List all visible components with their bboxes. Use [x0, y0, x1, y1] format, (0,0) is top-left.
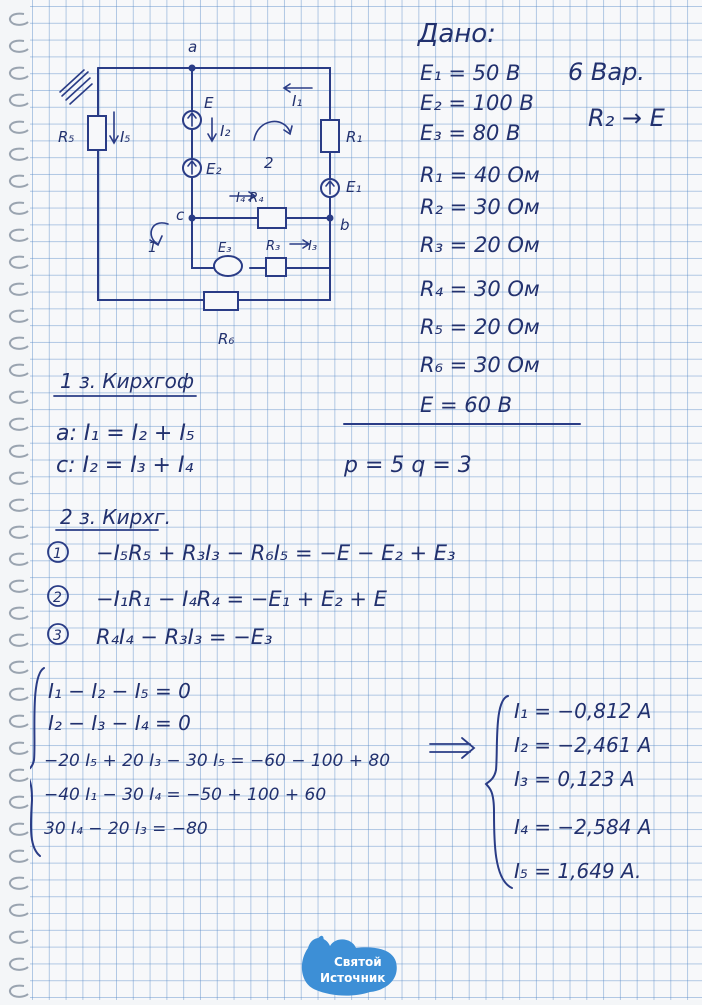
node-a-dot [189, 65, 196, 72]
given-r3: R₃ = 20 Ом [420, 233, 540, 257]
label-e1: E₁ [346, 178, 362, 196]
circuit-diagram [58, 38, 362, 348]
binding-ring [10, 905, 28, 916]
binding-ring [10, 41, 28, 52]
binding-ring [10, 446, 28, 457]
label-i5: I₅ [120, 128, 131, 146]
label-loop1: 1 [148, 240, 157, 256]
binding-ring [10, 797, 28, 808]
binding-ring [10, 635, 28, 646]
given-e: E = 60 В [420, 393, 513, 417]
label-i4r4: I₄ R₄ [236, 191, 264, 206]
given-r6: R₆ = 30 Ом [420, 353, 540, 377]
binding-ring [10, 716, 28, 727]
label-e3: E₃ [218, 241, 232, 256]
binding-ring [10, 203, 28, 214]
loop-num-3: 3 [53, 628, 62, 644]
notebook-page [30, 0, 702, 1000]
source-e3 [214, 256, 242, 276]
brand-logo [302, 936, 397, 996]
given-e2: E₂ = 100 В [420, 91, 534, 115]
binding-ring [10, 392, 28, 403]
binding-ring [10, 851, 28, 862]
second-law-section [48, 505, 455, 649]
given-r5: R₅ = 20 Ом [420, 315, 540, 339]
binding-ring [10, 824, 28, 835]
task-label: R₂ → E [588, 104, 665, 132]
label-r6: R₆ [218, 330, 235, 348]
kvl-eq-3: R₄I₄ − R₃I₃ = −E₃ [96, 625, 273, 649]
second-law-title: 2 з. Кирхг. [60, 505, 172, 529]
binding-ring [10, 527, 28, 538]
label-loop2: 2 [264, 154, 274, 172]
given-e3: E₃ = 80 В [420, 121, 521, 145]
system-eq-4: −40 I₁ − 30 I₄ = −50 + 100 + 60 [44, 785, 327, 805]
variant-label: 6 Вар. [568, 58, 645, 86]
label-e2: E₂ [206, 160, 222, 178]
binding-ring [10, 689, 28, 700]
kcl-node-a: a: I₁ = I₂ + I₅ [56, 421, 195, 446]
given-r1: R₁ = 40 Ом [420, 163, 540, 187]
resistor-r4 [258, 208, 286, 228]
results-brace [486, 696, 512, 888]
variant-block [568, 58, 666, 132]
result-i1: I₁ = −0,812 A [514, 699, 652, 723]
binding-rings [0, 0, 30, 1000]
resistor-r5 [88, 116, 106, 150]
binding-ring [10, 311, 28, 322]
binding-ring [10, 338, 28, 349]
system-eq-2: I₂ − I₃ − I₄ = 0 [48, 711, 191, 735]
given-e1: E₁ = 50 В [420, 61, 521, 85]
node-c-dot [189, 215, 196, 222]
grid-paper [30, 0, 702, 1000]
system-eq-1: I₁ − I₂ − I₅ = 0 [48, 679, 191, 703]
binding-ring [10, 959, 28, 970]
logo-line-2: Источник [320, 971, 386, 985]
binding-ring [10, 257, 28, 268]
given-section [417, 19, 540, 417]
result-i3: I₃ = 0,123 A [514, 767, 635, 791]
label-i1: I₁ [292, 92, 303, 110]
binding-ring [10, 608, 28, 619]
binding-ring [10, 284, 28, 295]
logo-line-1: Святой [334, 955, 382, 969]
label-i3: I₃ [308, 239, 318, 254]
binding-ring [10, 122, 28, 133]
label-e: E [204, 94, 214, 112]
loop-num-1: 1 [53, 546, 62, 562]
binding-ring [10, 878, 28, 889]
results-block [486, 696, 651, 888]
binding-ring [10, 770, 28, 781]
label-i2: I₂ [220, 122, 231, 140]
spiral-binding [0, 0, 30, 1000]
result-i5: I₅ = 1,649 A. [514, 859, 642, 883]
binding-ring [10, 743, 28, 754]
label-r1: R₁ [346, 128, 363, 146]
ground-scribble [60, 70, 92, 104]
resistor-r6 [204, 292, 238, 310]
binding-ring [10, 662, 28, 673]
node-b-dot [327, 215, 334, 222]
kvl-eq-1: −I₅R₅ + R₃I₃ − R₆I₅ = −E − E₂ + E₃ [96, 541, 456, 565]
binding-ring [10, 365, 28, 376]
binding-ring [10, 419, 28, 430]
binding-ring [10, 149, 28, 160]
loop-num-2: 2 [53, 590, 62, 606]
node-b-label: b [340, 216, 350, 234]
system-eq-5: 30 I₄ − 20 I₃ = −80 [44, 819, 208, 839]
given-title: Дано: [418, 19, 496, 49]
pq-counts: p = 5 q = 3 [344, 453, 472, 478]
kcl-node-c: c: I₂ = I₃ + I₄ [56, 453, 194, 478]
system-eq-3: −20 I₅ + 20 I₃ − 30 I₅ = −60 − 100 + 80 [44, 751, 391, 771]
kvl-eq-2: −I₁R₁ − I₄R₄ = −E₁ + E₂ + E [96, 587, 387, 611]
first-law-title: 1 з. Кирхгоф [60, 369, 195, 393]
result-i4: I₄ = −2,584 A [514, 815, 652, 839]
equation-system [30, 668, 474, 856]
given-r4: R₄ = 30 Ом [420, 277, 540, 301]
resistor-r3 [266, 258, 286, 276]
given-r2: R₂ = 30 Ом [420, 195, 540, 219]
node-c-label: c [176, 206, 185, 224]
binding-ring [10, 230, 28, 241]
label-r5: R₅ [58, 128, 75, 146]
binding-ring [10, 554, 28, 565]
resistor-r1 [321, 120, 339, 152]
result-i2: I₂ = −2,461 A [514, 733, 652, 757]
binding-ring [10, 500, 28, 511]
binding-ring [10, 986, 28, 997]
label-r3: R₃ [266, 239, 281, 254]
binding-ring [10, 176, 28, 187]
binding-ring [10, 95, 28, 106]
binding-ring [10, 581, 28, 592]
binding-ring [10, 932, 28, 943]
implies-arrow [430, 738, 474, 758]
node-a-label: a [188, 38, 198, 56]
system-brace [30, 668, 44, 856]
binding-ring [10, 473, 28, 484]
binding-ring [10, 68, 28, 79]
binding-ring [10, 14, 28, 25]
